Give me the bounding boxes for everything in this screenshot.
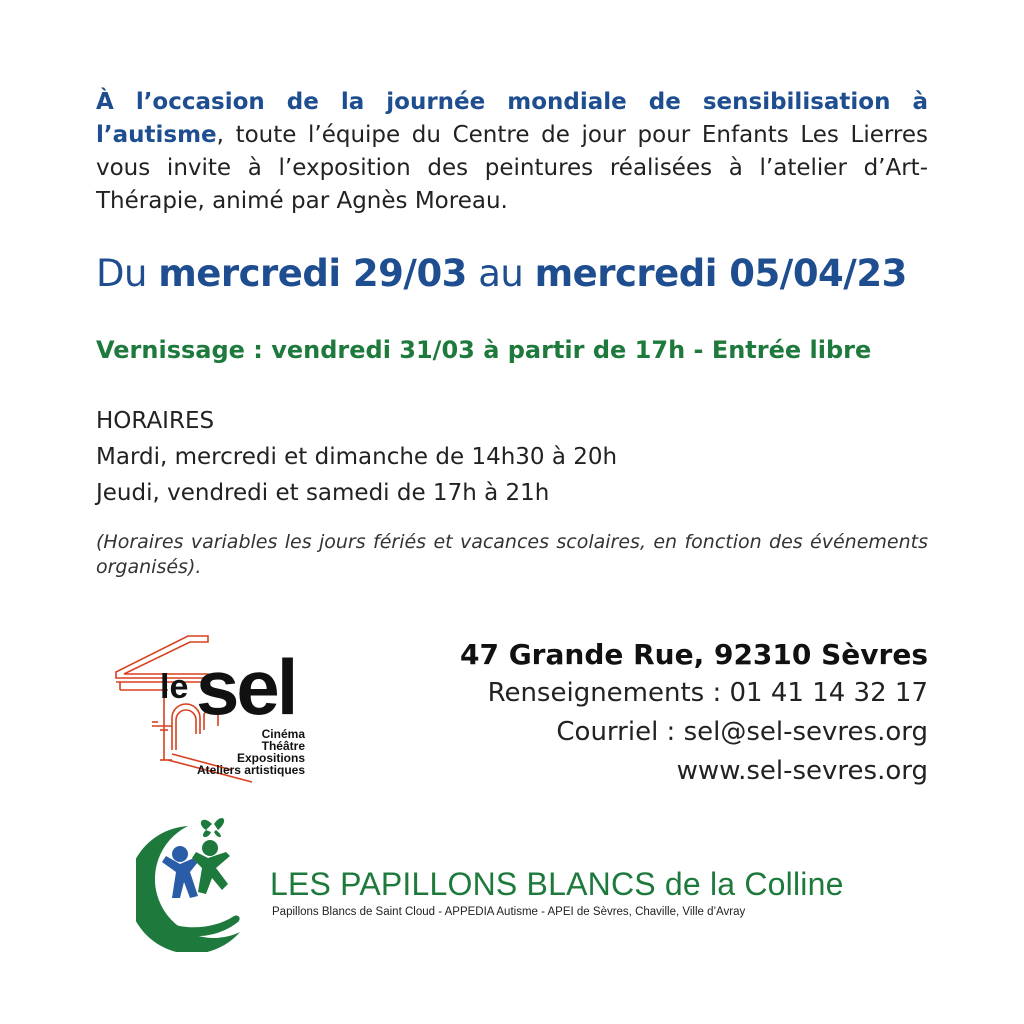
- dates-prefix: Du: [96, 252, 147, 295]
- papillons-subtitle: Papillons Blancs de Saint Cloud - APPEDIA Autisme - APEI de Sèvres, Chaville, Ville d’Avray: [272, 906, 746, 918]
- contact-website: www.sel-sevres.org: [676, 756, 928, 786]
- vernissage-line: Vernissage : vendredi 31/03 à partir de 17h - Entrée libre: [96, 336, 872, 364]
- dates-middle: au: [478, 252, 524, 295]
- intro-highlight: À l’occasion de la journée mondiale de sensibilisation à l’autisme: [96, 89, 928, 148]
- figures-icon: [162, 840, 230, 898]
- dates-end: mercredi 05/04/23: [534, 252, 907, 295]
- contact-email: Courriel : sel@sel-sevres.org: [556, 717, 928, 747]
- tagline-expositions: Expositions: [236, 751, 305, 765]
- hand-icon: [172, 915, 240, 936]
- contact-phone: Renseignements : 01 41 14 32 17: [487, 678, 928, 708]
- contact-address: 47 Grande Rue, 92310 Sèvres: [459, 638, 928, 671]
- logo-word-le: le: [160, 668, 189, 706]
- papillons-blancs-logo: [136, 812, 256, 952]
- hours-note: (Horaires variables les jours fériés et vacances scolaires, en fonction des événements organisés).: [96, 531, 928, 578]
- logo-word-sel: sel: [196, 643, 296, 731]
- hours-line-1: Mardi, mercredi et dimanche de 14h30 à 20h: [96, 444, 618, 470]
- exhibition-dates: [96, 252, 936, 295]
- dates-start: mercredi 29/03: [158, 252, 467, 295]
- intro-paragraph: [96, 86, 928, 218]
- intro-text: , toute l’équipe du Centre de jour pour Enfants Les Lierres vous invite à l’exposition des peintures réalisées à l’atelier d’Art-Thérapie, animé par Agnès Moreau.: [96, 122, 928, 214]
- contact-block: [460, 636, 928, 791]
- papillons-title: LES PAPILLONS BLANCS de la Colline: [270, 866, 844, 902]
- tagline-cinema: Cinéma: [261, 727, 305, 741]
- hours-line-2: Jeudi, vendredi et samedi de 17h à 21h: [96, 480, 550, 506]
- le-sel-tagline: [195, 728, 305, 776]
- butterfly-icon: [201, 818, 224, 837]
- tagline-theatre: Théâtre: [261, 739, 305, 753]
- tagline-ateliers: Ateliers artistiques: [196, 763, 305, 777]
- hours-title: HORAIRES: [96, 408, 215, 434]
